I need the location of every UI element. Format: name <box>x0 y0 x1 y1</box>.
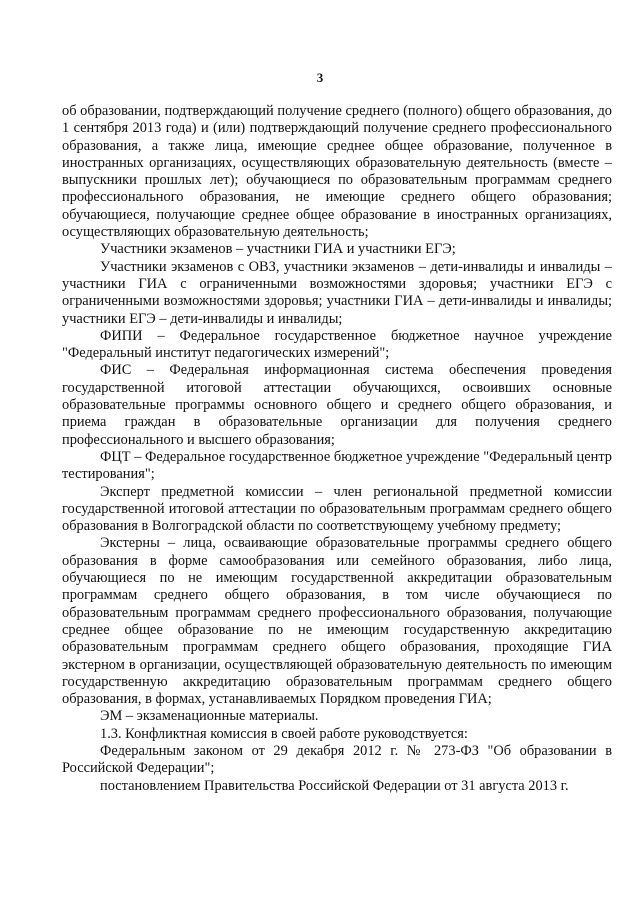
paragraph-fct: ФЦТ – Федеральное государственное бюджетное учреждение "Федеральный центр тестирования"; <box>62 448 612 483</box>
paragraph-em: ЭМ – экзаменационные материалы. <box>100 708 319 725</box>
paragraph-fis: ФИС – Федеральная информационная система обеспечения проведения государственной итоговой аттестации обучающихся, освоивших основные образовательные программы основного общего и среднего общего образования, и приема граждан в образовательные организации для получения среднего профессионального и высшего образования; <box>62 362 612 448</box>
paragraph-exam-participants: Участники экзаменов – участники ГИА и участники ЕГЭ; <box>100 241 456 258</box>
paragraph-expert: Эксперт предметной комиссии – член региональной предметной комиссии государственной итоговой аттестации по образовательным программам среднего общего образования в Волгоградской области по соответствующему учебному предмету; <box>62 483 612 535</box>
paragraph-fipi: ФИПИ – Федеральное государственное бюджетное научное учреждение "Федеральный институт педагогических измерений"; <box>62 327 612 362</box>
paragraph-government-decree: постановлением Правительства Российской Федерации от 31 августа 2013 г. <box>100 777 569 794</box>
paragraph-federal-law: Федеральным законом от 29 декабря 2012 г. № 273-ФЗ "Об образовании в Российской Федерации"; <box>62 742 612 777</box>
paragraph-participants-ovz: Участники экзаменов с ОВЗ, участники экзаменов – дети-инвалиды и инвалиды – участники ГИА с ограниченными возможностями здоровья; участники ЕГЭ с ограниченными возможностями здоровья; участники ГИА – дети-инвалиды и инвалиды; участники ЕГЭ – дети-инвалиды и инвалиды; <box>62 258 612 327</box>
paragraph-externs: Экстерны – лица, осваивающие образовательные программы среднего общего образования в форме самообразования или семейного образования, либо лица, обучающиеся по не имеющим государственной аккредитации образовательным программам среднего общего образования, в том числе обучающиеся по образовательным программам среднего профессионального образования, получающие среднее общее образование по не имеющим государственную аккредитацию образовательным программам среднего общего образования, проходящие ГИА экстерном в организации, осуществляющей образовательную деятельность по имеющим государственную аккредитацию образовательным программам среднего общего образования, в формах, устанавливаемых Порядком проведения ГИА; <box>62 535 612 708</box>
paragraph-graduates-definition: об образовании, подтверждающий получение среднего (полного) общего образования, до 1 сентября 2013 года) и (или) подтверждающий получение среднего профессионального образования, а также лица, имеющие среднее общее образование, полученное в иностранных организациях, осуществляющих образовательную деятельность (вместе – выпускники прошлых лет); обучающиеся по образовательным программам среднего профессионального образования, не имеющие среднего общего образования; обучающиеся, получающие среднее общее образование в иностранных организациях, осуществляющих образовательную деятельность; <box>62 103 612 241</box>
page-number: 3 <box>316 70 324 85</box>
document-body <box>62 103 612 795</box>
paragraph-section-1-3: 1.3. Конфликтная комиссия в своей работе руководствуется: <box>100 725 468 742</box>
